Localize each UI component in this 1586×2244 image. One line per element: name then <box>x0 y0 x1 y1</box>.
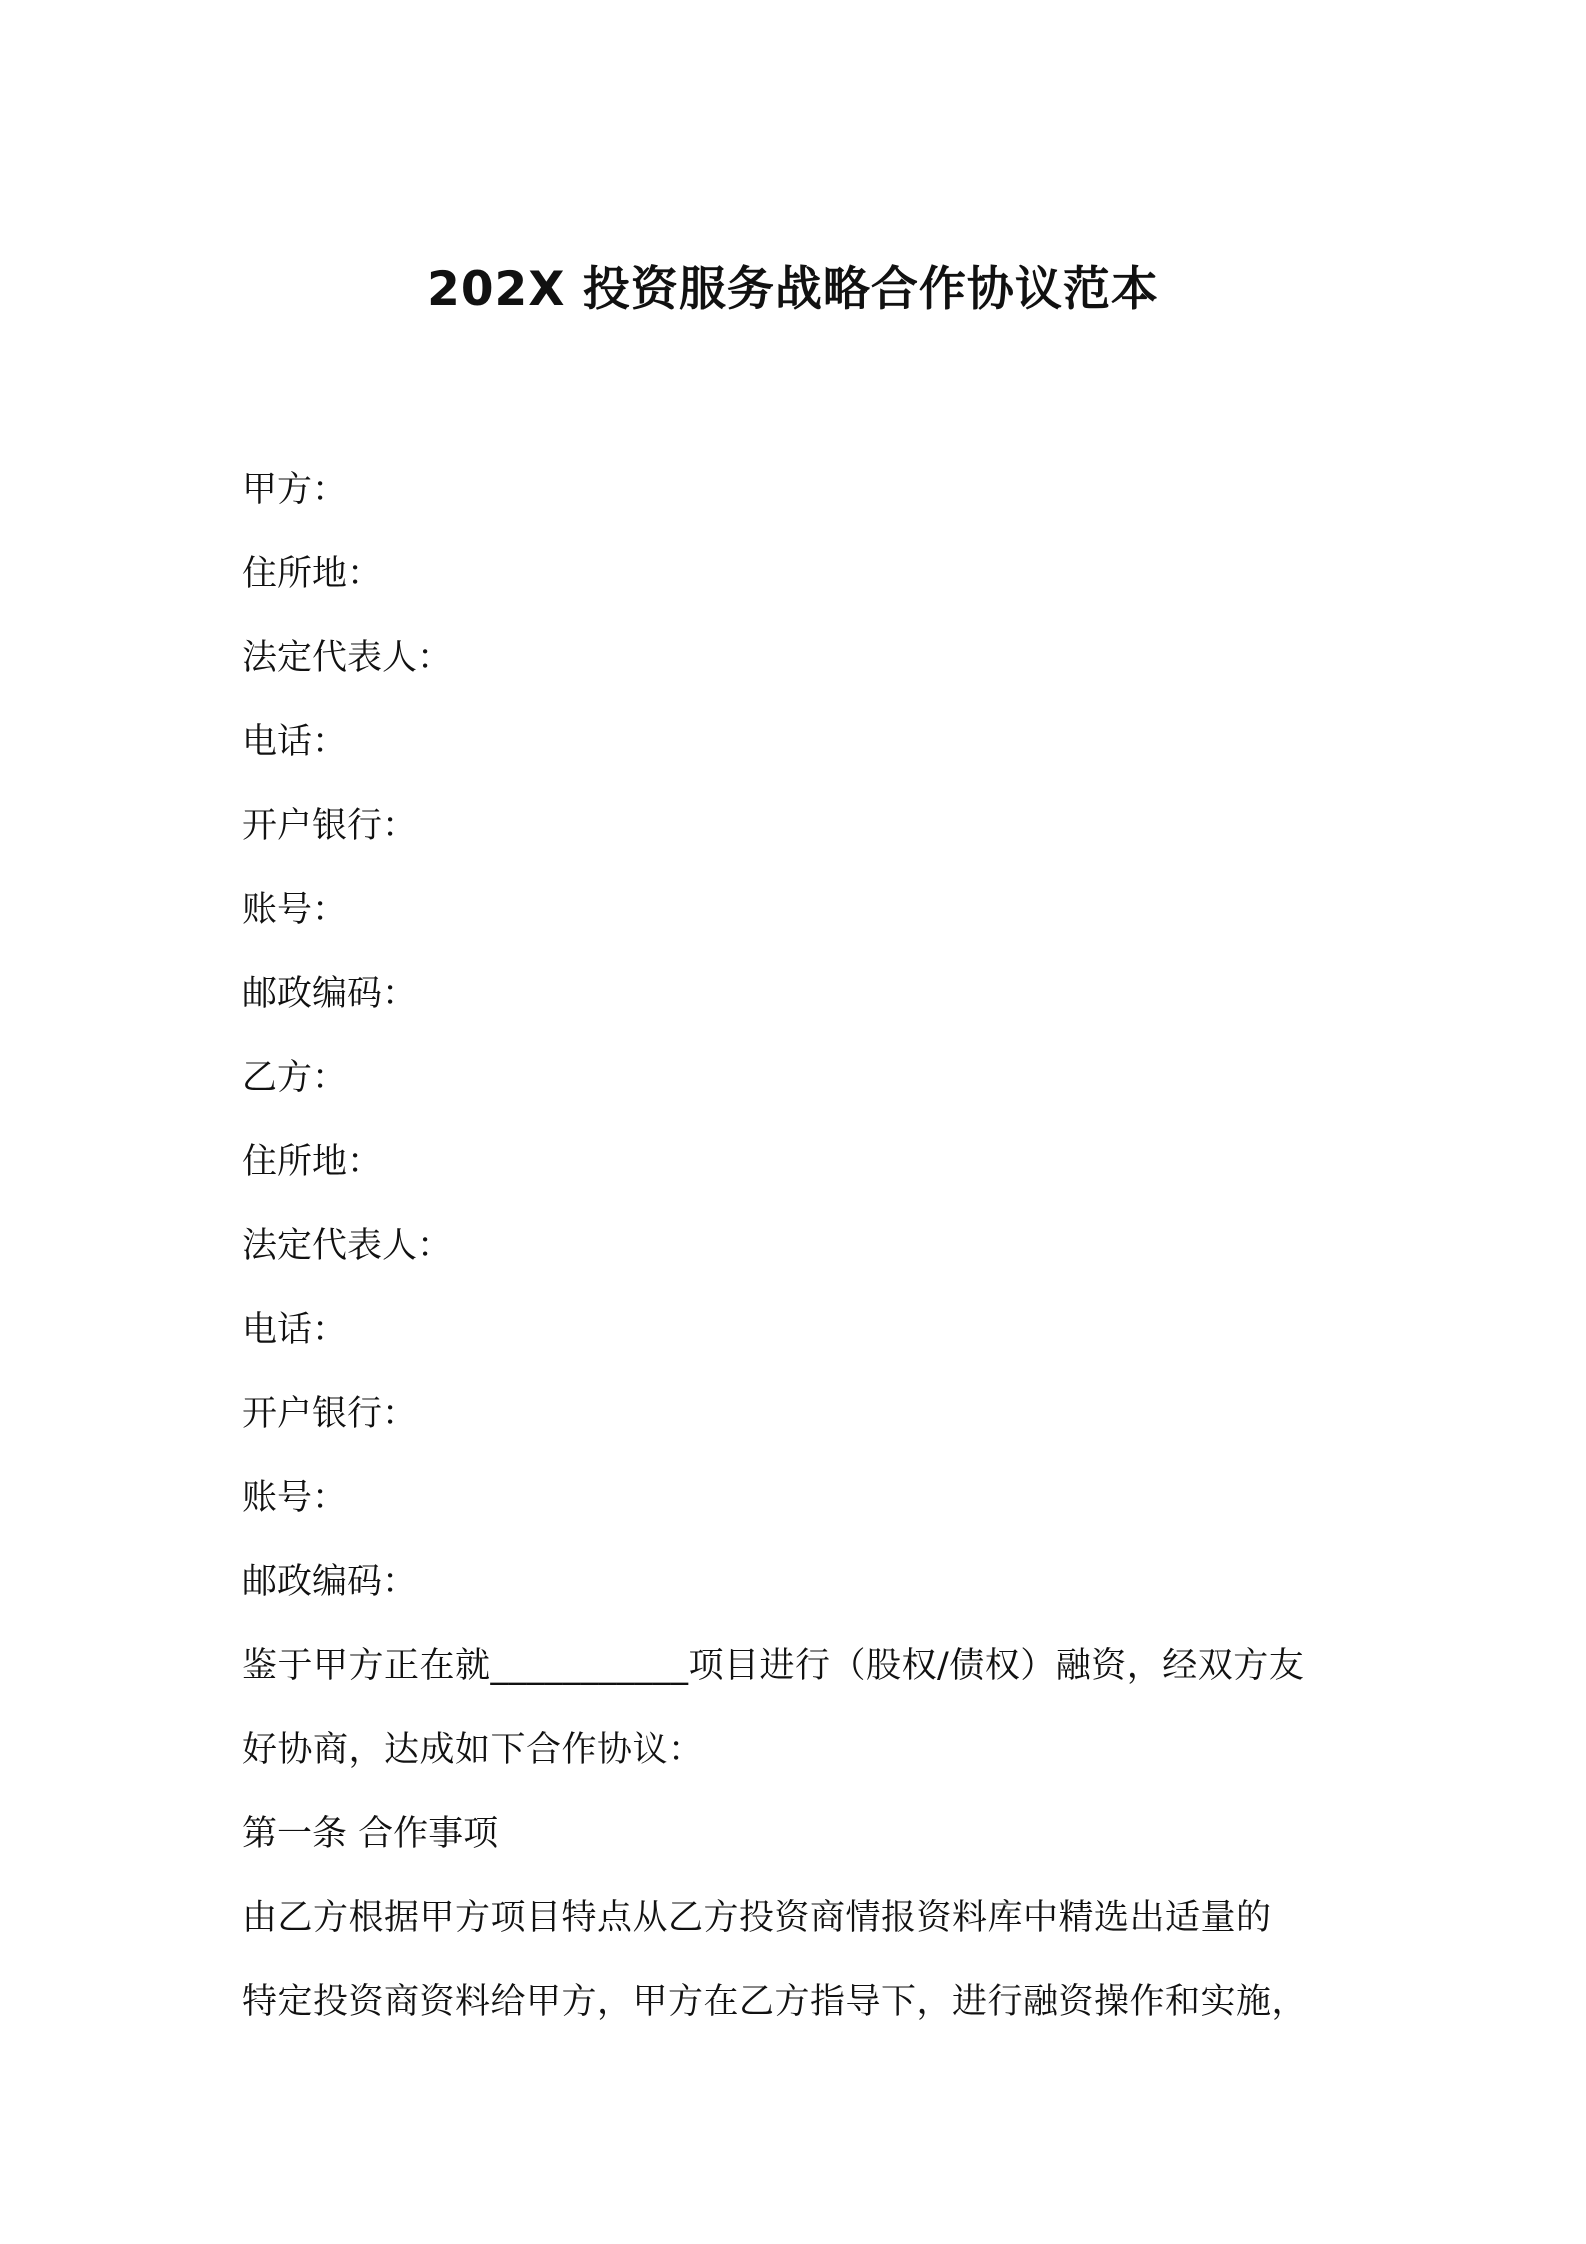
party-a-label: 甲方： <box>242 470 348 510</box>
preamble-line: 好协商，达成如下合作协议： <box>242 1730 704 1770</box>
document-body <box>242 448 1362 2044</box>
article-1-heading: 第一条 合作事项 <box>242 1814 499 1854</box>
party-b-postcode-label: 邮政编码： <box>242 1562 418 1602</box>
party-a-phone-label: 电话： <box>242 722 348 762</box>
party-a-address-label: 住所地： <box>242 554 383 594</box>
party-a-account-label: 账号： <box>242 890 348 930</box>
party-a-postcode-label: 邮政编码： <box>242 974 418 1014</box>
article-1-line: 由乙方根据甲方项目特点从乙方投资商情报资料库中精选出适量的 <box>242 1898 1272 1938</box>
party-a-bank-label: 开户银行： <box>242 806 418 846</box>
party-b-account-label: 账号： <box>242 1478 348 1518</box>
preamble-line: 鉴于甲方正在就___________项目进行（股权/债权）融资，经双方友 <box>242 1646 1305 1686</box>
party-b-address-label: 住所地： <box>242 1142 383 1182</box>
party-b-label: 乙方： <box>242 1058 348 1098</box>
party-b-bank-label: 开户银行： <box>242 1394 418 1434</box>
article-1-line: 特定投资商资料给甲方，甲方在乙方指导下，进行融资操作和实施， <box>242 1982 1308 2022</box>
party-b-legal-rep-label: 法定代表人： <box>242 1226 453 1266</box>
document-title: 202X 投资服务战略合作协议范本 <box>427 262 1159 317</box>
party-a-legal-rep-label: 法定代表人： <box>242 638 453 678</box>
party-b-phone-label: 电话： <box>242 1310 348 1350</box>
